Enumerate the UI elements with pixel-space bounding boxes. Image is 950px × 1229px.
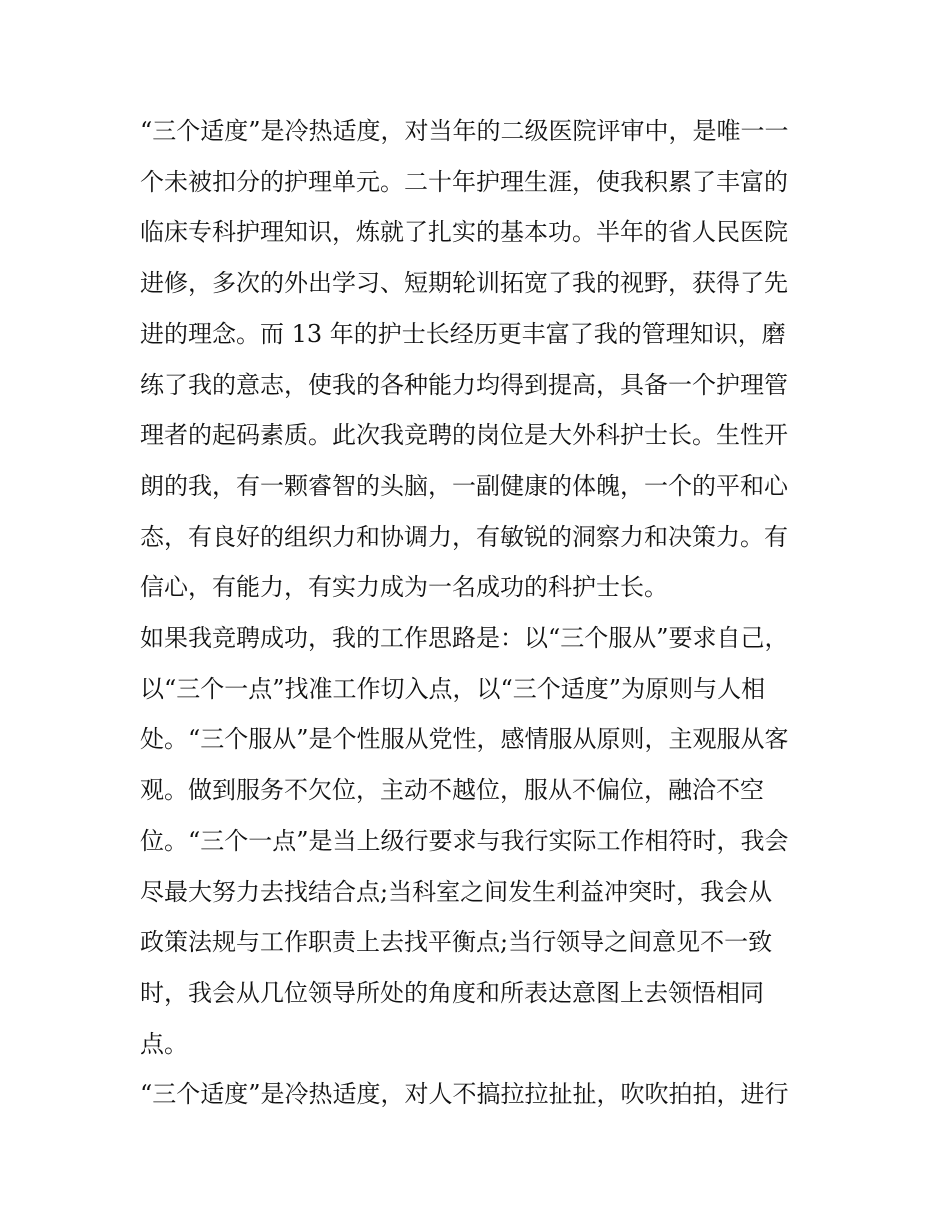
text-line: 如果我竞聘成功，我的工作思路是：以“三个服从”要求自己， [140,624,789,653]
text-line: 尽最大努力去找结合点;当科室之间发生利益冲突时，我会从 [140,877,773,906]
text-line: 进修，多次的外出学习、短期轮训拓宽了我的视野，获得了先 [140,269,788,298]
text-line: 时，我会从几位领导所处的角度和所表达意图上去领悟相同 [140,978,764,1007]
text-line: 态，有良好的组织力和协调力，有敏锐的洞察力和决策力。有 [140,522,788,551]
text-line: 观。做到服务不欠位，主动不越位，服从不偏位，融洽不空 [140,776,764,805]
text-line: 临床专科护理知识，炼就了扎实的基本功。半年的省人民医院 [140,218,788,247]
text-line: 信心，有能力，有实力成为一名成功的科护士长。 [140,573,668,602]
paragraph-2 [140,613,840,1069]
text-line: 以“三个一点”找准工作切入点，以“三个适度”为原则与人相 [140,674,766,703]
text-line: 进的理念。而 13 年的护士长经历更丰富了我的管理知识，磨 [140,319,786,348]
text-line: 个未被扣分的护理单元。二十年护理生涯，使我积累了丰富的 [140,167,788,196]
text-line: 政策法规与工作职责上去找平衡点;当行领导之间意见不一致 [140,928,773,957]
text-line: “三个适度”是冷热适度，对人不搞拉拉扯扯，吹吹拍拍，进行 [140,1080,789,1109]
paragraph-1 [140,106,840,613]
text-line: 练了我的意志，使我的各种能力均得到提高，具备一个护理管 [140,370,788,399]
paragraph-3 [140,1069,840,1120]
text-line: 理者的起码素质。此次我竞聘的岗位是大外科护士长。生性开 [140,421,788,450]
text-line: 处。“三个服从”是个性服从党性，感情服从原则，主观服从客 [140,725,789,754]
document-body [140,106,840,1120]
text-line: “三个适度”是冷热适度，对当年的二级医院评审中，是唯一一 [140,117,789,145]
text-line: 位。“三个一点”是当上级行要求与我行实际工作相符时，我会 [140,826,789,855]
text-line: 点。 [140,1029,188,1058]
text-line: 朗的我，有一颗睿智的头脑，一副健康的体魄，一个的平和心 [140,471,788,500]
